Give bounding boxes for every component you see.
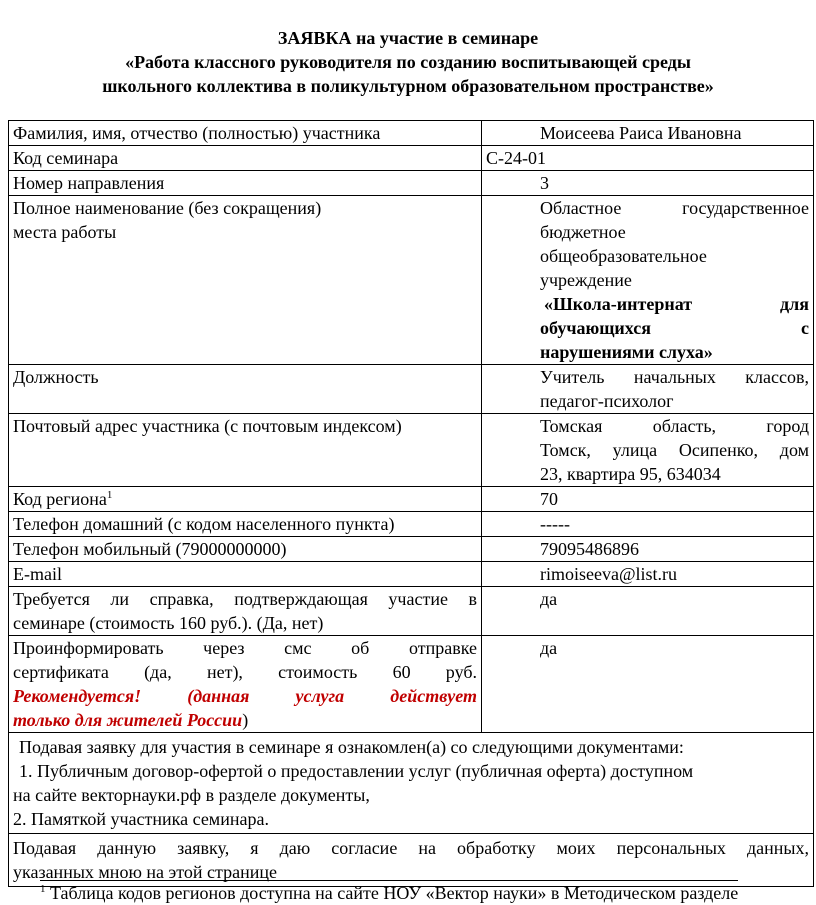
label-certificate-line1: Требуется ли справка, подтверждающая участие в: [13, 589, 477, 609]
documents-item1-line2: на сайте векторнауки.рф в разделе документы,: [13, 785, 370, 805]
value-direction-number: 3: [482, 171, 814, 196]
consent-line1: Подавая данную заявку, я даю согласие на обработку моих персональных данных,: [13, 838, 809, 858]
value-workplace-line3: общеобразовательное: [540, 246, 707, 266]
footnote-text: Таблица кодов регионов доступна на сайте НОУ «Вектор науки» в Методическом разделе: [45, 883, 739, 903]
value-workplace-line7: нарушениями слуха»: [540, 342, 713, 362]
value-sms-notify: да: [482, 636, 814, 733]
table-row: [9, 196, 814, 365]
table-row: [9, 414, 814, 487]
label-certificate-line2: семинаре (стоимость 160 руб.). (Да, нет): [13, 613, 324, 633]
label-sms-russia-only: только для жителей России: [13, 710, 243, 730]
value-address-line2: Томск, улица Осипенко, дом: [540, 440, 809, 460]
header-subtitle-line2: школьного коллектива в поликультурном образовательном пространстве»: [102, 76, 714, 96]
label-workplace: [9, 196, 482, 365]
table-row: [9, 537, 814, 562]
value-certificate-needed: да: [482, 587, 814, 636]
label-region-code: [9, 487, 482, 512]
table-row: [9, 487, 814, 512]
label-workplace-line1: Полное наименование (без сокращения): [13, 198, 322, 218]
value-workplace-line5: «Школа-интернат для: [544, 294, 809, 314]
table-row: [9, 171, 814, 196]
label-postal-address: Почтовый адрес участника (с почтовым индексом): [9, 414, 482, 487]
header-title: ЗАЯВКА на участие в семинаре: [277, 28, 539, 48]
label-seminar-code: Код семинара: [9, 146, 482, 171]
label-sms-line1: Проинформировать через смс об отправке: [13, 638, 477, 658]
label-certificate-needed: [9, 587, 482, 636]
table-row: [9, 562, 814, 587]
value-address-line3: 23, квартира 95, 634034: [540, 464, 721, 484]
label-sms-notify: [9, 636, 482, 733]
label-home-phone: Телефон домашний (с кодом населенного пункта): [9, 512, 482, 537]
footnote: [40, 880, 738, 905]
value-position-line1: Учитель начальных классов,: [540, 367, 809, 387]
consent-line2: указанных мною на этой странице: [13, 862, 277, 882]
value-home-phone: -----: [482, 512, 814, 537]
label-email: E-mail: [9, 562, 482, 587]
value-full-name: Моисеева Раиса Ивановна: [482, 121, 814, 146]
value-email: rimoiseeva@list.ru: [482, 562, 814, 587]
documents-item2: 2. Памяткой участника семинара.: [13, 809, 269, 829]
personal-data-consent: [9, 834, 814, 887]
document-header: [0, 26, 816, 98]
label-sms-close-paren: ): [242, 710, 249, 730]
table-row: [9, 733, 814, 834]
value-address-line1: Томская область, город: [540, 416, 809, 436]
label-direction-number: Номер направления: [9, 171, 482, 196]
label-region-code-text: Код региона: [13, 489, 107, 509]
value-workplace-line4: учреждение: [540, 270, 632, 290]
table-row: [9, 146, 814, 171]
label-sms-recommended: Рекомендуется! (данная услуга действует: [13, 686, 477, 706]
value-position-line2: педагог-психолог: [540, 391, 674, 411]
label-mobile-phone: Телефон мобильный (79000000000): [9, 537, 482, 562]
label-sms-line2: сертификата (да, нет), стоимость 60 руб.: [13, 662, 477, 682]
application-form-table: [8, 120, 814, 887]
value-workplace-line2: бюджетное: [540, 222, 626, 242]
value-workplace-line1: Областное государственное: [540, 198, 809, 218]
value-workplace: [482, 196, 814, 365]
value-postal-address: [482, 414, 814, 487]
table-row: [9, 365, 814, 414]
header-subtitle-line1: «Работа классного руководителя по созданию воспитывающей среды: [125, 52, 691, 72]
label-position: Должность: [9, 365, 482, 414]
value-seminar-code: С-24-01: [482, 146, 814, 171]
footnote-mark: 1: [106, 489, 113, 501]
value-mobile-phone: 79095486896: [482, 537, 814, 562]
documents-item1-line1: 1. Публичным договор-офертой о предоставлении услуг (публичная оферта) доступном: [19, 761, 694, 781]
table-row: [9, 636, 814, 733]
label-full-name: Фамилия, имя, отчество (полностью) участника: [9, 121, 482, 146]
documents-intro: Подавая заявку для участия в семинаре я ознакомлен(а) со следующими документами:: [19, 737, 684, 757]
table-row: [9, 834, 814, 887]
label-workplace-line2: места работы: [13, 222, 117, 242]
footnote-number: 1: [40, 883, 46, 895]
table-row: [9, 512, 814, 537]
table-row: [9, 121, 814, 146]
value-workplace-line6: обучающихся с: [540, 318, 809, 338]
value-position: [482, 365, 814, 414]
documents-acknowledgement: [9, 733, 814, 834]
table-row: [9, 587, 814, 636]
value-region-code: 70: [482, 487, 814, 512]
